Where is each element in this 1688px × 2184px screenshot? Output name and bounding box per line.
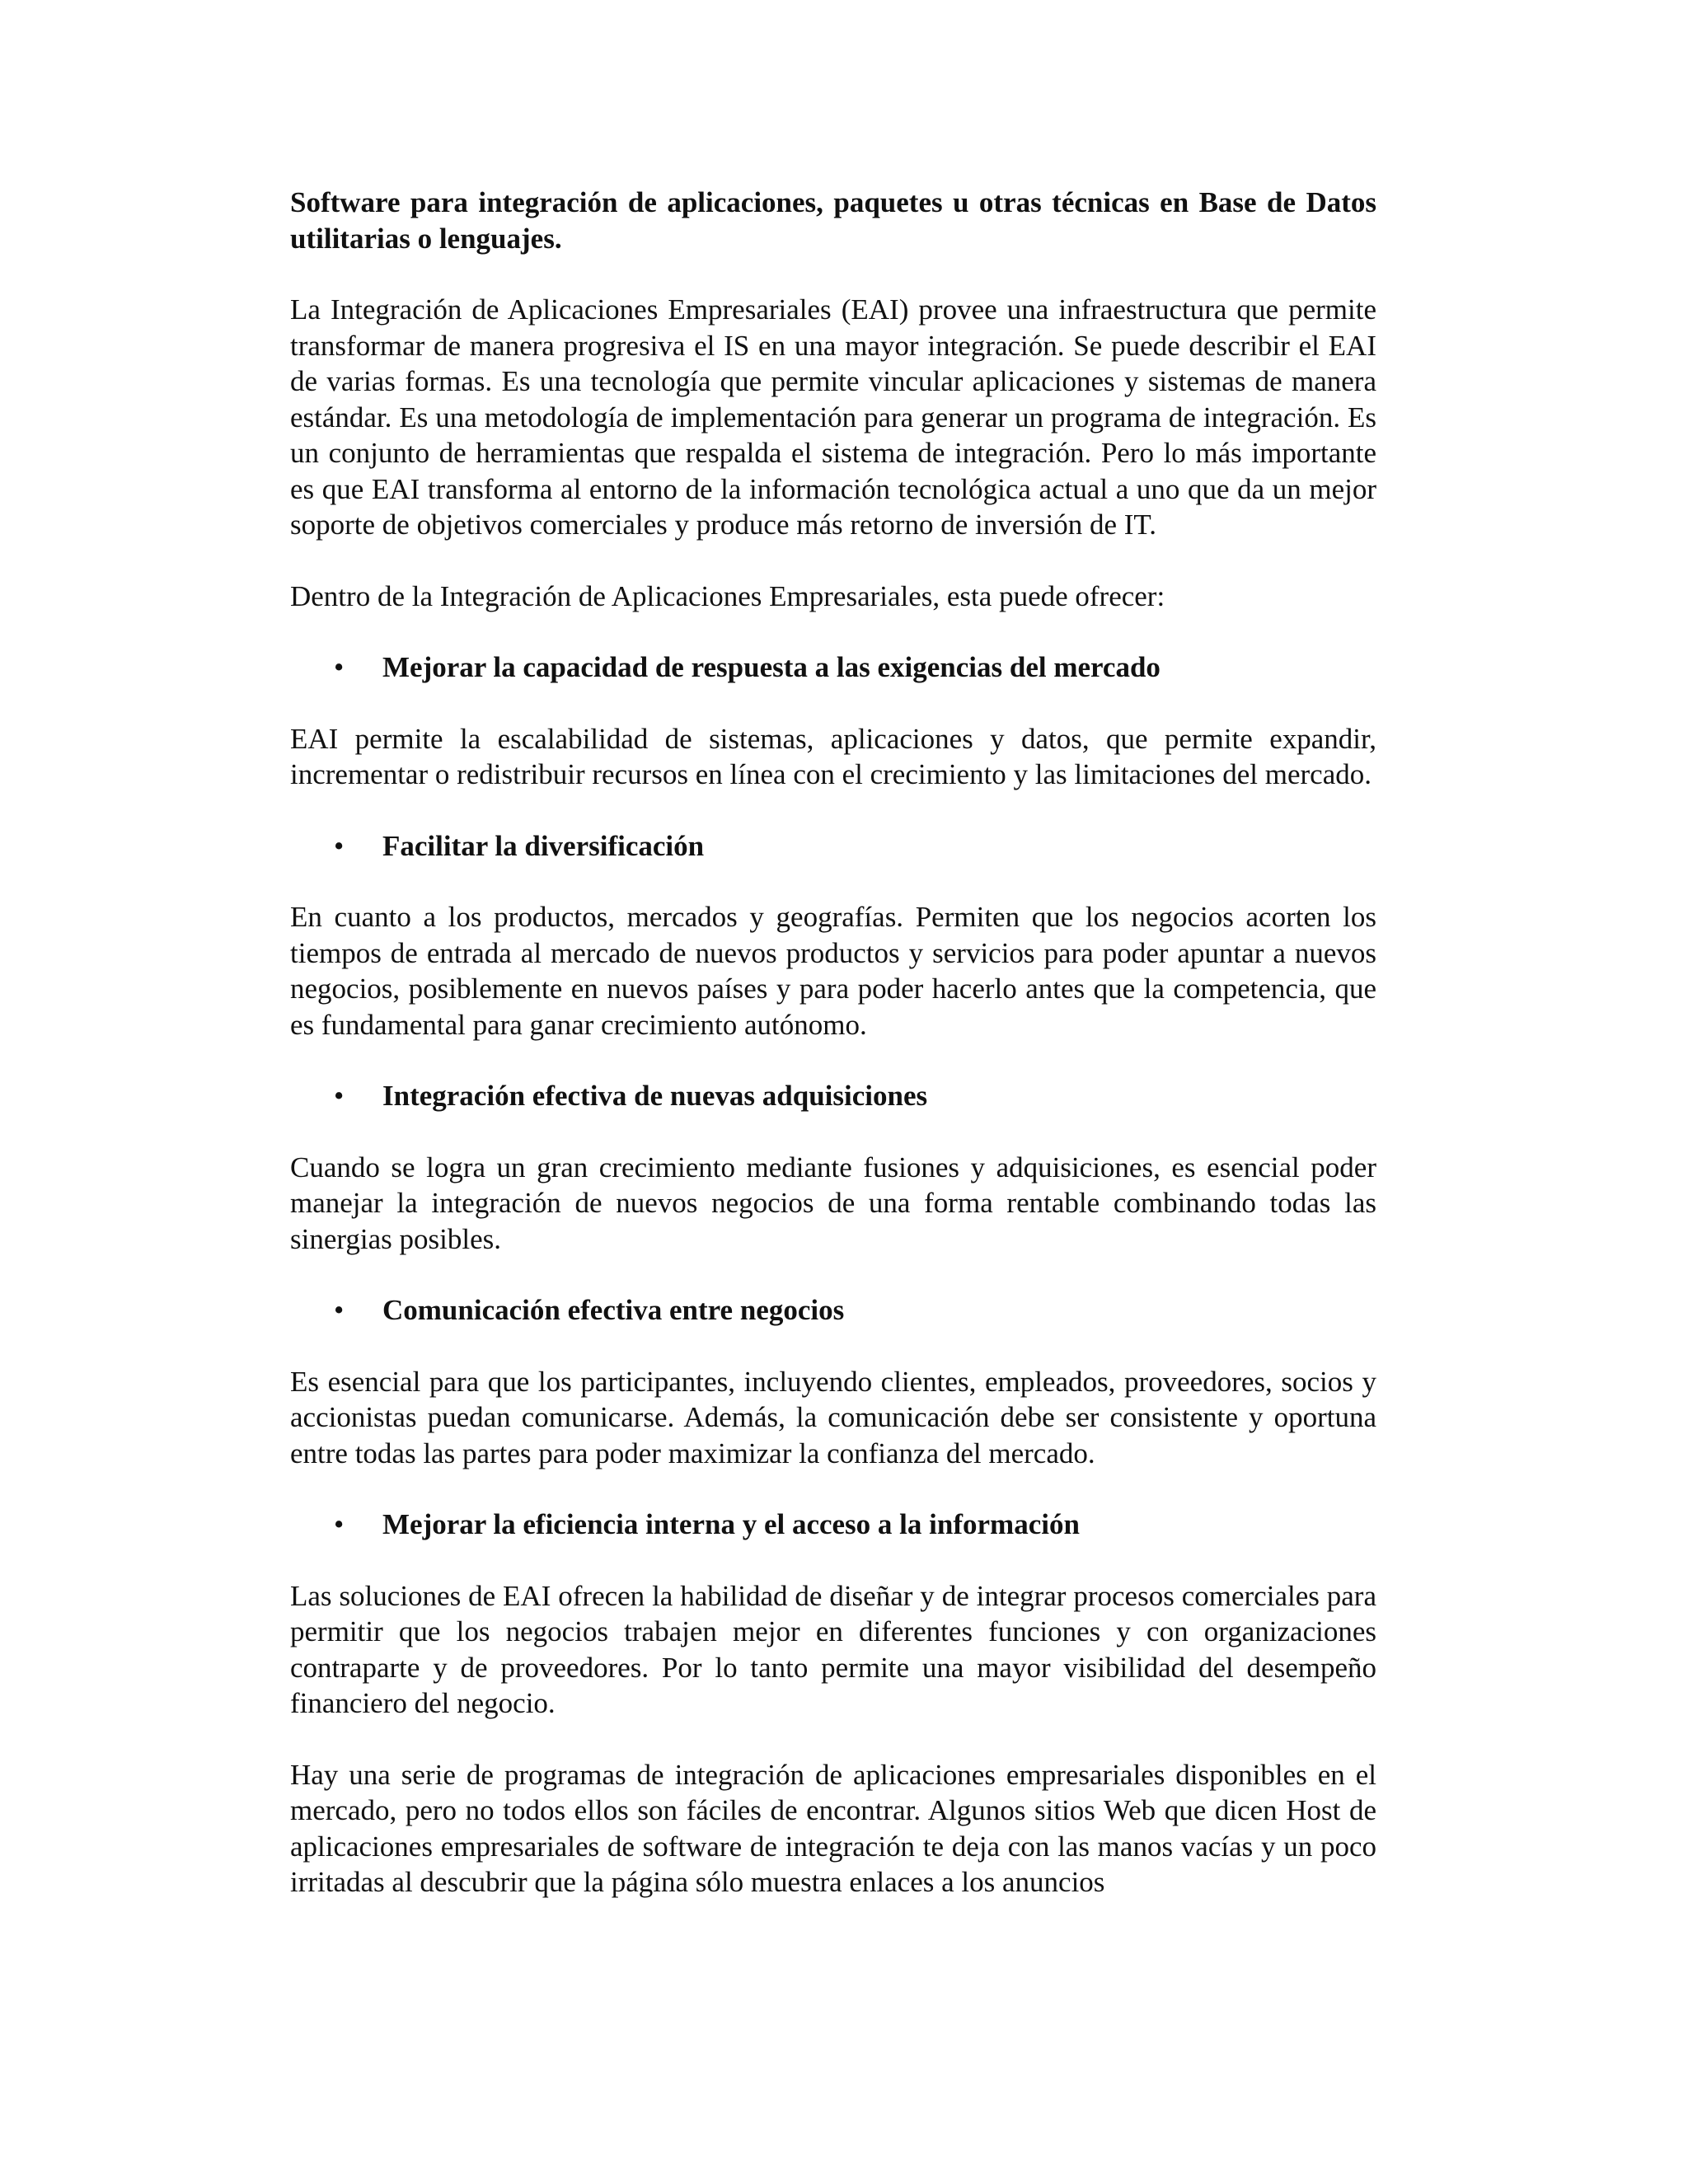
document-page	[290, 185, 1376, 1936]
bullet-icon: •	[334, 1508, 345, 1540]
closing-paragraph: Hay una serie de programas de integración de aplicaciones empresariales disponibles en el mercado, pero no todos ellos son fáciles de encontrar. Algunos sitios Web que dicen Host de aplicaciones empresariales de software de integración te deja con las manos vacías y un poco irritadas al descubrir que la página sólo muestra enlaces a los anuncios	[290, 1758, 1376, 1898]
bullet-heading-efficiency	[290, 1507, 1376, 1543]
section-paragraph: Las soluciones de EAI ofrecen la habilidad de diseñar y de integrar procesos comerciales para permitir que los negocios trabajen mejor en diferentes funciones y con organizaciones contraparte y de proveedores. Por lo tanto permite una mayor visibilidad del desempeño financiero del negocio.	[290, 1579, 1376, 1719]
bullet-heading-text: Integración efectiva de nuevas adquisiciones	[382, 1080, 928, 1112]
bullet-heading-text: Comunicación efectiva entre negocios	[382, 1294, 845, 1326]
bullet-icon: •	[334, 1294, 345, 1326]
bullet-heading-diversification	[290, 828, 1376, 865]
bullet-icon: •	[334, 1080, 345, 1112]
document-title: Software para integración de aplicaciones, paquetes u otras técnicas en Base de Datos utilitarias o lenguajes.	[290, 186, 1376, 255]
lead-paragraph: Dentro de la Integración de Aplicaciones Empresariales, esta puede ofrecer:	[290, 579, 1165, 612]
section-paragraph: EAI permite la escalabilidad de sistemas, aplicaciones y datos, que permite expandir, incrementar o redistribuir recursos en línea con el crecimiento y las limitaciones del mercado.	[290, 722, 1376, 790]
bullet-heading-text: Facilitar la diversificación	[382, 829, 705, 862]
bullet-heading-text: Mejorar la capacidad de respuesta a las exigencias del mercado	[382, 651, 1160, 683]
bullet-heading-acquisitions	[290, 1078, 1376, 1114]
bullet-heading-market-response	[290, 649, 1376, 686]
intro-paragraph: La Integración de Aplicaciones Empresariales (EAI) provee una infraestructura que permite transformar de manera progresiva el IS en una mayor integración. Se puede describir el EAI de varias formas. Es una tecnología que permite vincular aplicaciones y sistemas de manera estándar. Es una metodología de implementación para generar un programa de integración. Es un conjunto de herramientas que respalda el sistema de integración. Pero lo más importante es que EAI transforma al entorno de la información tecnológica actual a uno que da un mejor soporte de objetivos comerciales y produce más retorno de inversión de IT.	[290, 293, 1376, 541]
bullet-icon: •	[334, 829, 345, 862]
section-paragraph: Es esencial para que los participantes, incluyendo clientes, empleados, proveedores, socios y accionistas puedan comunicarse. Además, la comunicación debe ser consistente y oportuna entre todas las partes para poder maximizar la confianza del mercado.	[290, 1365, 1376, 1469]
bullet-icon: •	[334, 651, 345, 683]
bullet-heading-communication	[290, 1292, 1376, 1329]
bullet-heading-text: Mejorar la eficiencia interna y el acceso a la información	[382, 1508, 1080, 1540]
section-paragraph: En cuanto a los productos, mercados y geografías. Permiten que los negocios acorten los tiempos de entrada al mercado de nuevos productos y servicios para poder apuntar a nuevos negocios, posiblemente en nuevos países y para poder hacerlo antes que la competencia, que es fundamental para ganar crecimiento autónomo.	[290, 901, 1376, 1041]
section-paragraph: Cuando se logra un gran crecimiento mediante fusiones y adquisiciones, es esencial poder manejar la integración de nuevos negocios de una forma rentable combinando todas las sinergias posibles.	[290, 1151, 1376, 1255]
